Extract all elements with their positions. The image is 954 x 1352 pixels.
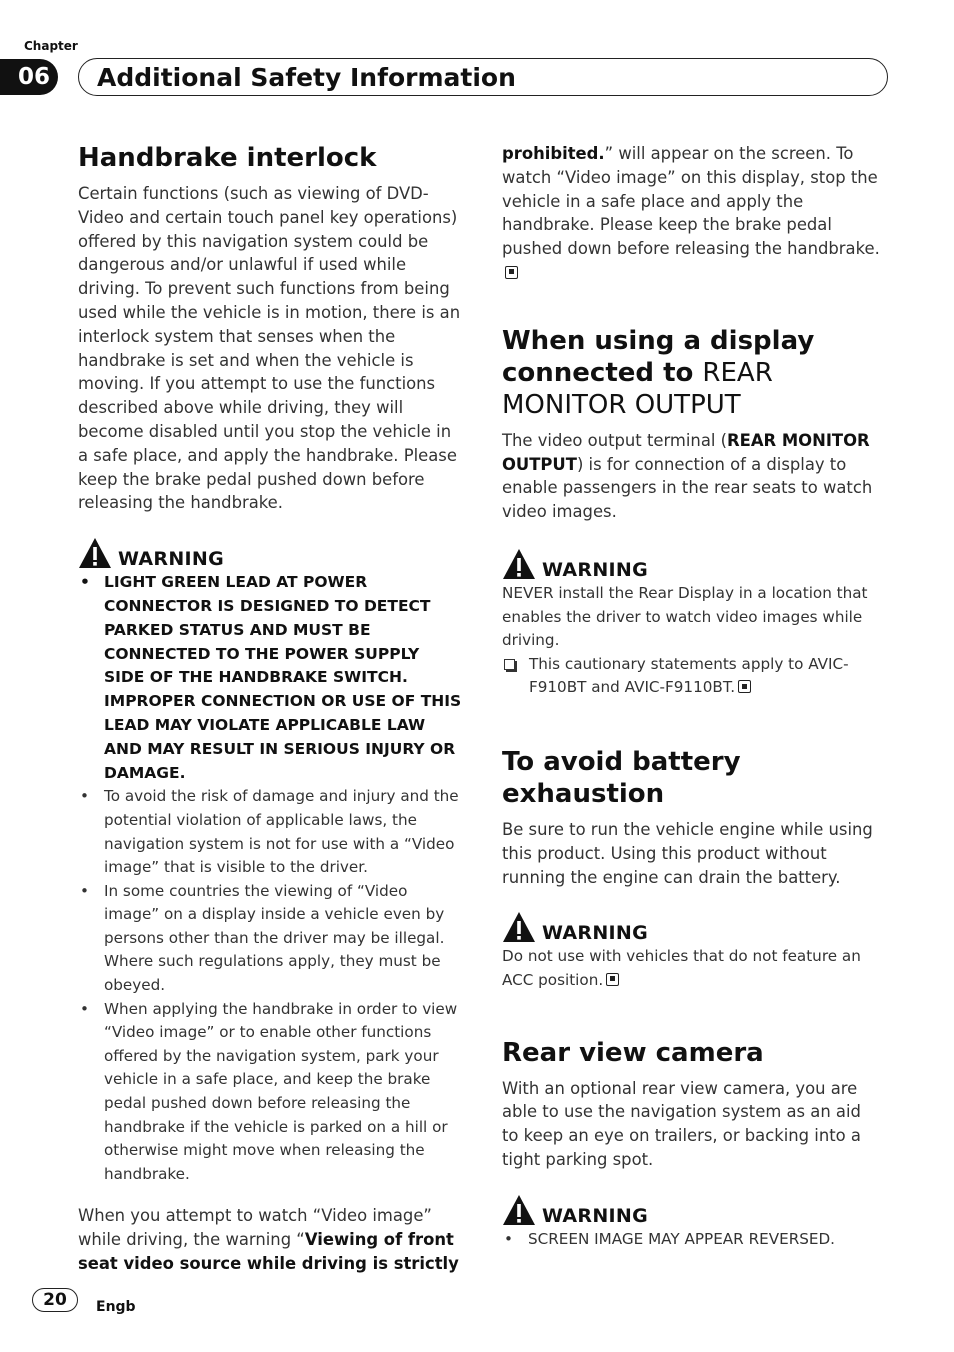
page-number: 20 [32, 1288, 78, 1312]
continued-text: ” will appear on the screen. To watch “Video image” on this display, stop the vehicle in a safe place and apply the handbrake. Please keep the brake pedal pushed down before releasing the handbrake. [502, 144, 880, 259]
handbrake-heading: Handbrake interlock [78, 143, 377, 173]
warning-icon [502, 548, 536, 580]
warning-item: • When applying the handbrake in order to view “Video image” or to enable other functions offered by the navigation system, park your vehicle in a safe place, and keep the brake pedal pushed down before releasing the handbrake if the vehicle is parked on a hill or otherwise might move when releasing the handbrake. [78, 998, 462, 1187]
warning-caps-list [78, 571, 462, 785]
warning-item: • To avoid the risk of damage and injury and the potential violation of applicable laws, the navigation system is not for use with a “Video image” that is visible to the driver. [78, 785, 462, 879]
continued-paragraph [502, 142, 882, 285]
battery-heading: To avoid battery exhaustion [502, 746, 741, 809]
note-content [529, 653, 882, 700]
warning-label: WARNING [542, 558, 649, 581]
warning-icon [502, 1194, 536, 1226]
note-checkbox-icon [504, 659, 515, 670]
battery-body: Be sure to run the vehicle engine while using this product. Using this product without running the engine can drain the battery. [502, 819, 873, 887]
section-title: Additional Safety Information [97, 62, 516, 92]
rear-monitor-output-term: REAR MONITOR OUTPUT [502, 430, 870, 474]
warning-header [502, 1194, 882, 1226]
rear-monitor-heading-caps: REAR MONITOR OUTPUT [502, 357, 773, 420]
warning-header [78, 537, 462, 569]
language-code: Engb [96, 1299, 136, 1315]
camera-warning-item: • SCREEN IMAGE MAY APPEAR REVERSED. [502, 1228, 882, 1252]
warning-icon [502, 911, 536, 943]
end-mark-icon [505, 266, 518, 279]
end-mark-icon [606, 973, 619, 986]
right-column [502, 142, 882, 1251]
chapter-number: 06 [0, 59, 58, 95]
left-column [78, 140, 462, 1276]
rear-monitor-heading-text: When using a display connected to [502, 325, 815, 388]
warning-list [78, 785, 462, 1186]
rear-monitor-body-text-2: ) is for connection of a display to enable passengers in the rear seats to watch video images. [502, 454, 873, 522]
camera-heading: Rear view camera [502, 1037, 764, 1068]
warning-caps-item: • LIGHT GREEN LEAD AT POWER CONNECTOR IS DESIGNED TO DETECT PARKED STATUS AND MUST BE CONNECTED TO THE POWER SUPPLY SIDE OF THE HANDBRAKE SWITCH. IMPROPER CONNECTION OR USE OF THIS LEAD MAY VIOLATE APPLICABLE LAW AND MAY RESULT IN SERIOUS INJURY OR DAMAGE. [78, 571, 462, 785]
end-mark-icon [738, 680, 751, 693]
chapter-label: Chapter [24, 39, 78, 53]
warning-header [502, 911, 882, 943]
rear-monitor-body [502, 429, 882, 524]
warning-label: WARNING [118, 548, 225, 571]
closing-bold: Viewing of front seat video source while driving is strictly [78, 1230, 459, 1274]
warning-label: WARNING [542, 1204, 649, 1227]
closing-text: When you attempt to watch “Video image” while driving, the warning “ [78, 1206, 432, 1250]
warning-icon [78, 537, 112, 569]
closing-paragraph [78, 1204, 462, 1275]
section-header [78, 58, 888, 96]
handbrake-body: Certain functions (such as viewing of DVD-Video and certain touch panel key operations) offered by this navigation system could be dangerous and/or unlawful if used while driving. To prevent such functions from being used while the vehicle is in motion, there is an interlock system that senses when the handbrake is set and when the vehicle is moving. If you attempt to use the functions described above while driving, they will become disabled until you stop the vehicle in a safe place, and apply the handbrake. Please keep the brake pedal pushed down before releasing the handbrake. [78, 184, 461, 513]
rear-monitor-body-text: The video output terminal ( [502, 430, 728, 450]
battery-warning-text: Do not use with vehicles that do not feature an ACC position. [502, 947, 861, 989]
battery-warning [502, 945, 882, 992]
warning-header [502, 548, 882, 580]
warning-label: WARNING [542, 922, 649, 945]
camera-warning-list [502, 1228, 882, 1252]
note-item [502, 653, 882, 700]
warning-item: • In some countries the viewing of “Video image” on a display inside a vehicle even by persons other than the driver may be illegal. Where such regulations apply, they must be obeyed. [78, 880, 462, 998]
rear-monitor-warning-text: NEVER install the Rear Display in a location that enables the driver to watch video images while driving. [502, 583, 868, 650]
rear-monitor-heading [502, 325, 882, 421]
continued-bold: prohibited. [502, 144, 605, 163]
note-text: This cautionary statements apply to AVIC-F910BT and AVIC-F9110BT. [529, 654, 849, 697]
camera-body: With an optional rear view camera, you are able to use the navigation system as an aid to keep an eye on trailers, or backing into a tight parking spot. [502, 1078, 861, 1169]
